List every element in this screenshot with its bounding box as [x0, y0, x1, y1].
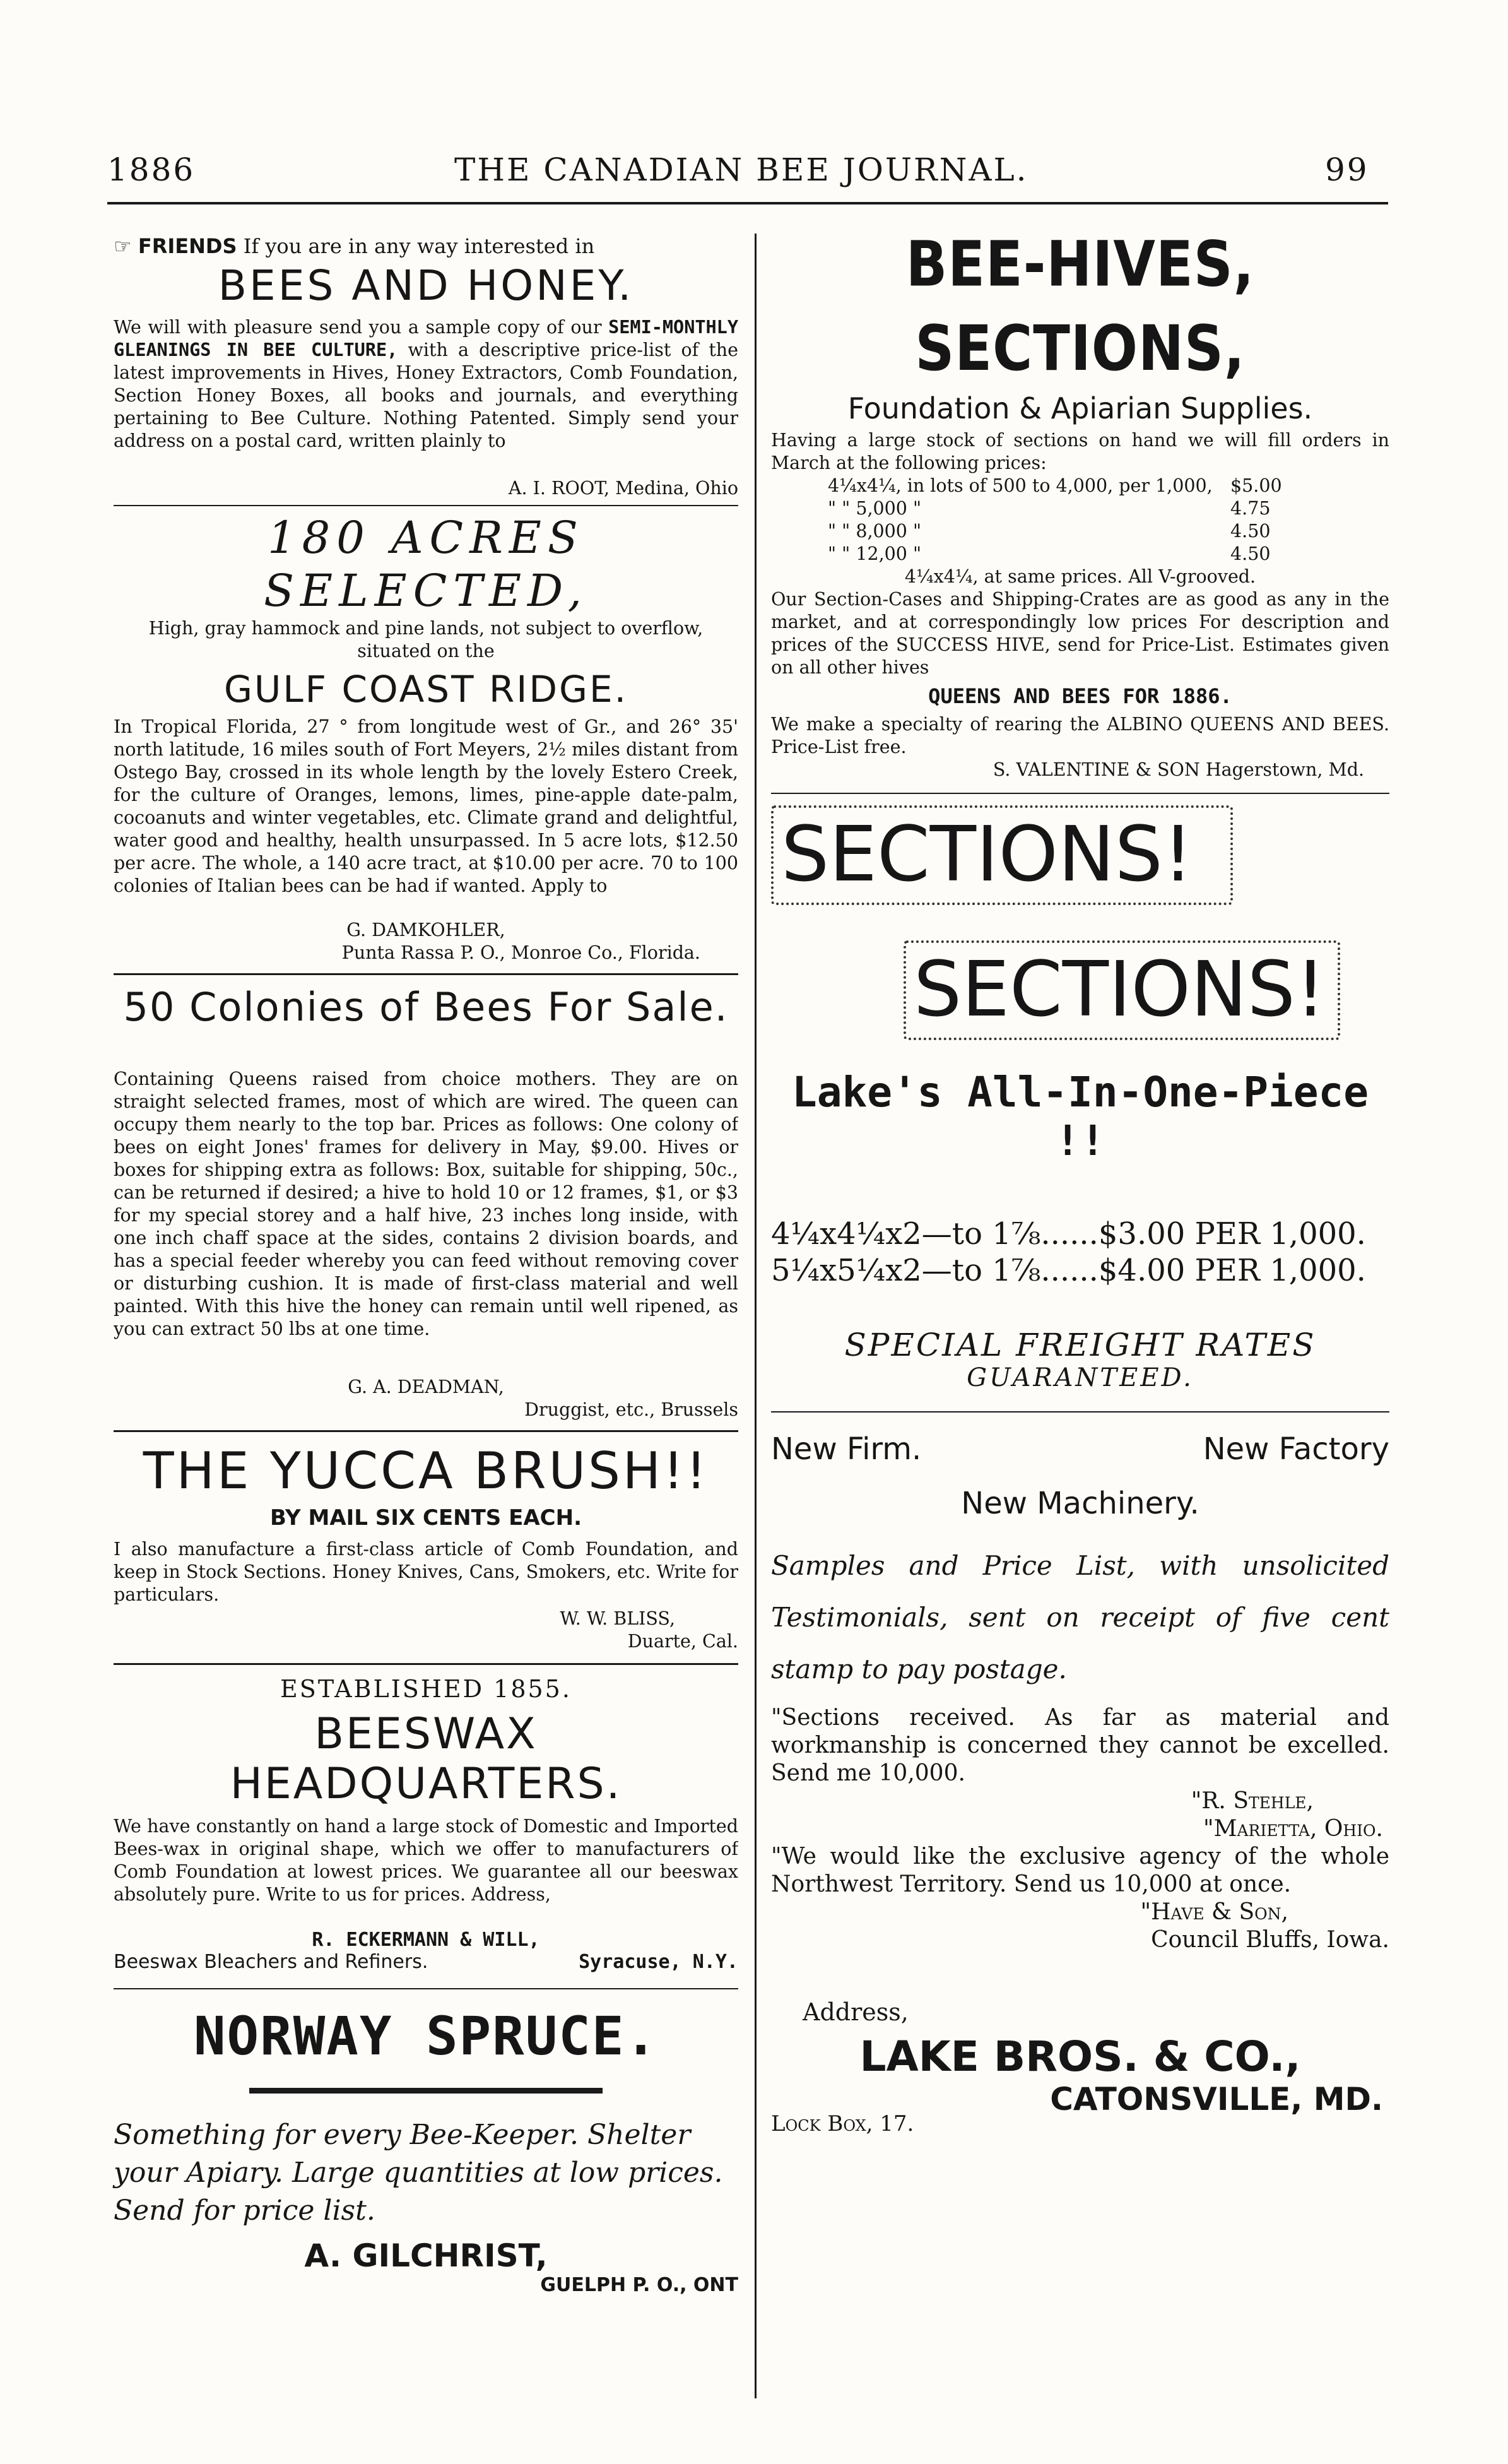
right-column [771, 228, 1389, 2136]
beeswax-foot-right: Syracuse, N.Y. [579, 1951, 738, 1973]
friends-intro: If you are in any way interested in [243, 234, 595, 258]
header-page-number: 99 [1325, 151, 1369, 188]
lake-testimonial-2: "We would like the exclusive agency of the whole Northwest Territory. Send us 10,000 at once. [771, 1844, 1389, 1897]
beeswax-established: ESTABLISHED 1855. [280, 1675, 572, 1703]
lake-freight-1: SPECIAL FREIGHT RATES [844, 1327, 1316, 1363]
beeswax-body: We have constantly on hand a large stock of Domestic and Imported Bees-wax in original shape, which we offer to manufacturers of Comb Foundation at lowest prices. We guarantee all our beeswax absolutely pure. Write to us for prices. Address, [114, 1816, 738, 1905]
lake-price-2: 5¼x5¼x2—to 1⅞......$4.00 PER 1,000. [771, 1253, 1366, 1288]
yucca-headline: THE YUCCA BRUSH!! [143, 1442, 709, 1500]
lake-testimonial-1-sig-1: "R. Stehle, [1191, 1788, 1314, 1814]
friends-headline: BEES AND HONEY. [218, 261, 634, 310]
acres-sub: High, gray hammock and pine lands, not subject to overflow, situated on the [148, 618, 704, 661]
lake-one-piece: Lake's All-In-One-Piece !! [792, 1068, 1369, 1165]
acres-ridge: GULF COAST RIDGE. [223, 668, 628, 711]
yucca-sub: BY MAIL SIX CENTS EACH. [269, 1505, 582, 1531]
friends-lead: FRIENDS [138, 234, 237, 258]
ad-bee-hives [771, 228, 1389, 781]
norway-sig-2: GUELPH P. O., ONT [540, 2274, 738, 2296]
divider [771, 1411, 1389, 1413]
ad-yucca [114, 1441, 738, 1653]
lake-price-1: 4¼x4¼x2—to 1⅞......$3.00 PER 1,000. [771, 1216, 1366, 1252]
header-title: THE CANADIAN BEE JOURNAL. [454, 151, 1028, 188]
lake-testimonial-1-sig-2: "Marietta, Ohio. [1203, 1816, 1383, 1842]
lake-testimonial-1: "Sections received. As far as material and workmanship is concerned they cannot be excelled. Send me 10,000. [771, 1705, 1389, 1786]
friends-body-2: with a descriptive price-list of the latest improvements in Hives, Honey Extractors, Comb Foundation, Section Honey Boxes, all books and journals, and everything pertaining to Bee Culture. Nothing Patented. Simply send your address on a postal card, written plainly to [114, 340, 738, 451]
acres-headline: 180 ACRES SELECTED, [264, 512, 588, 617]
beeswax-foot-left: Beeswax Bleachers and Refiners. [114, 1951, 428, 1973]
colonies-headline: 50 Colonies of Bees For Sale. [123, 984, 729, 1030]
hives-body: Our Section-Cases and Shipping-Crates are as good as any in the market, and at correspondingly low prices For description and prices of the SUCCESS HIVE, send for Price-List. Estimates given on all other hives [771, 589, 1389, 678]
hives-after: 4¼x4¼, at same prices. All V-grooved. [904, 566, 1256, 587]
yucca-body: I also manufacture a first-class article of Comb Foundation, and keep in Stock Sections. Honey Knives, Cans, Smokers, etc. Write for particulars. [114, 1539, 738, 1605]
norway-body: Something for every Bee-Keeper. Shelter your Apiary. Large quantities at low prices. Send for price list. [114, 2119, 723, 2227]
lake-testimonial-2-sig-1: "Have & Son, [1140, 1899, 1288, 1925]
lake-new-machinery: New Machinery. [961, 1486, 1199, 1521]
divider [114, 973, 738, 975]
price-row-value: 4.50 [1230, 521, 1271, 542]
ad-norway [114, 2005, 738, 2296]
acres-sig-1: G. DAMKOHLER, [346, 920, 505, 940]
header-rule [107, 202, 1388, 204]
price-row-label: 4¼x4¼, in lots of 500 to 4,000, per 1,000, [828, 475, 1213, 496]
lake-new-firm: New Firm. [771, 1431, 922, 1467]
price-row-value: $5.00 [1230, 475, 1282, 496]
price-row-label: " " 8,000 " [828, 521, 922, 542]
lake-address-label: Address, [803, 1998, 909, 2026]
hives-queens: QUEENS AND BEES FOR 1886. [928, 684, 1232, 708]
hives-headline: BEE-HIVES, SECTIONS, [905, 228, 1255, 386]
sections-banner-2: SECTIONS! [904, 940, 1340, 1040]
lake-city: CATONSVILLE, MD. [1050, 2081, 1383, 2118]
hives-price-table [771, 475, 1389, 566]
ad-lake-bros [771, 805, 1389, 2136]
header-year: 1886 [107, 151, 196, 188]
lake-new-factory: New Factory [1203, 1431, 1389, 1467]
beeswax-firm: R. ECKERMANN & WILL, [312, 1929, 540, 1951]
hives-sub: Foundation & Apiarian Supplies. [847, 391, 1313, 425]
hives-sig: S. VALENTINE & SON Hagerstown, Md. [993, 759, 1364, 780]
divider [114, 505, 738, 506]
divider [771, 793, 1389, 794]
lake-box: Lock Box, 17. [771, 2111, 914, 2136]
lake-samples: Samples and Price List, with unsolicited Testimonials, sent on receipt of five cent stamp to pay postage. [771, 1550, 1389, 1685]
beeswax-headline: BEESWAX HEADQUARTERS. [230, 1709, 622, 1809]
friends-body-1: We will with pleasure send you a sample copy of our [114, 317, 602, 338]
column-divider [755, 234, 757, 2398]
yucca-sig-2: Duarte, Cal. [627, 1631, 738, 1652]
ad-beeswax [114, 1675, 738, 1973]
norway-sig-1: A. GILCHRIST, [304, 2237, 548, 2274]
lake-testimonial-2-sig-2: Council Bluffs, Iowa. [1151, 1927, 1389, 1953]
divider [114, 1988, 738, 1989]
divider [114, 1430, 738, 1432]
sections-banner-1: SECTIONS! [771, 805, 1233, 905]
colonies-sig-2: Druggist, etc., Brussels [524, 1399, 738, 1420]
price-row-label: " " 12,00 " [828, 543, 922, 564]
acres-body: In Tropical Florida, 27 ° from longitude west of Gr., and 26° 35' north latitude, 16 miles south of Fort Meyers, 2½ miles distant from Ostego Bay, crossed in its whole length by the lovely Estero Creek, for the culture of Oranges, lemons, limes, pine-apple date-palm, cocoanuts and winter vegetables, etc. Climate grand and delightful, water good and healthy, health unsurpassed. In 5 acre lots, $12.50 per acre. The whole, a 140 acre tract, at $10.00 per acre. 70 to 100 colonies of Italian bees can be had if wanted. Apply to [114, 716, 738, 896]
ad-acres [114, 511, 738, 964]
friends-signature: A. I. ROOT, Medina, Ohio [508, 478, 738, 499]
ad-colonies [114, 984, 738, 1421]
friends-body-bold: SEMI-MONTHLY GLEANINGS IN BEE CULTURE, [114, 317, 738, 360]
pointing-hand-icon: ☞ [114, 234, 132, 258]
lake-freight-2: GUARANTEED. [967, 1363, 1194, 1392]
acres-sig-2: Punta Rassa P. O., Monroe Co., Florida. [341, 942, 700, 963]
ad-root-friends [114, 235, 738, 500]
price-row-label: " " 5,000 " [828, 498, 922, 519]
norway-headline: NORWAY SPRUCE. [193, 2005, 658, 2067]
price-row-value: 4.50 [1230, 543, 1271, 564]
hives-queens-body: We make a specialty of rearing the ALBINO QUEENS AND BEES. Price-List free. [771, 714, 1389, 757]
left-column [114, 235, 738, 2296]
price-row-value: 4.75 [1230, 498, 1271, 519]
lake-firm: LAKE BROS. & CO., [859, 2032, 1301, 2081]
yucca-sig-1: W. W. BLISS, [560, 1608, 675, 1629]
colonies-body: Containing Queens raised from choice mothers. They are on straight selected frames, most of which are wired. The queen can occupy them nearly to the top bar. Prices as follows: One colony of bees on eight Jones' frames for delivery in May, $9.00. Hives or boxes for shipping extra as follows: Box, suitable for shipping, 50c., can be returned if desired; a hive to hold 10 or 12 frames, $1, or $3 for my special storey and a half hive, 23 inches long inside, with one inch chaff space at the sides, contains 2 division boards, and has a special feeder whereby you can feed without removing cover or disturbing cushion. It is made of first-class material and well painted. With this hive the honey can remain until well ripened, as you can extract 50 lbs at one time. [114, 1069, 738, 1339]
colonies-sig-1: G. A. DEADMAN, [348, 1377, 504, 1397]
divider [114, 1663, 738, 1665]
hives-intro: Having a large stock of sections on hand we will fill orders in March at the following prices: [771, 430, 1389, 473]
norway-rule [249, 2088, 603, 2094]
